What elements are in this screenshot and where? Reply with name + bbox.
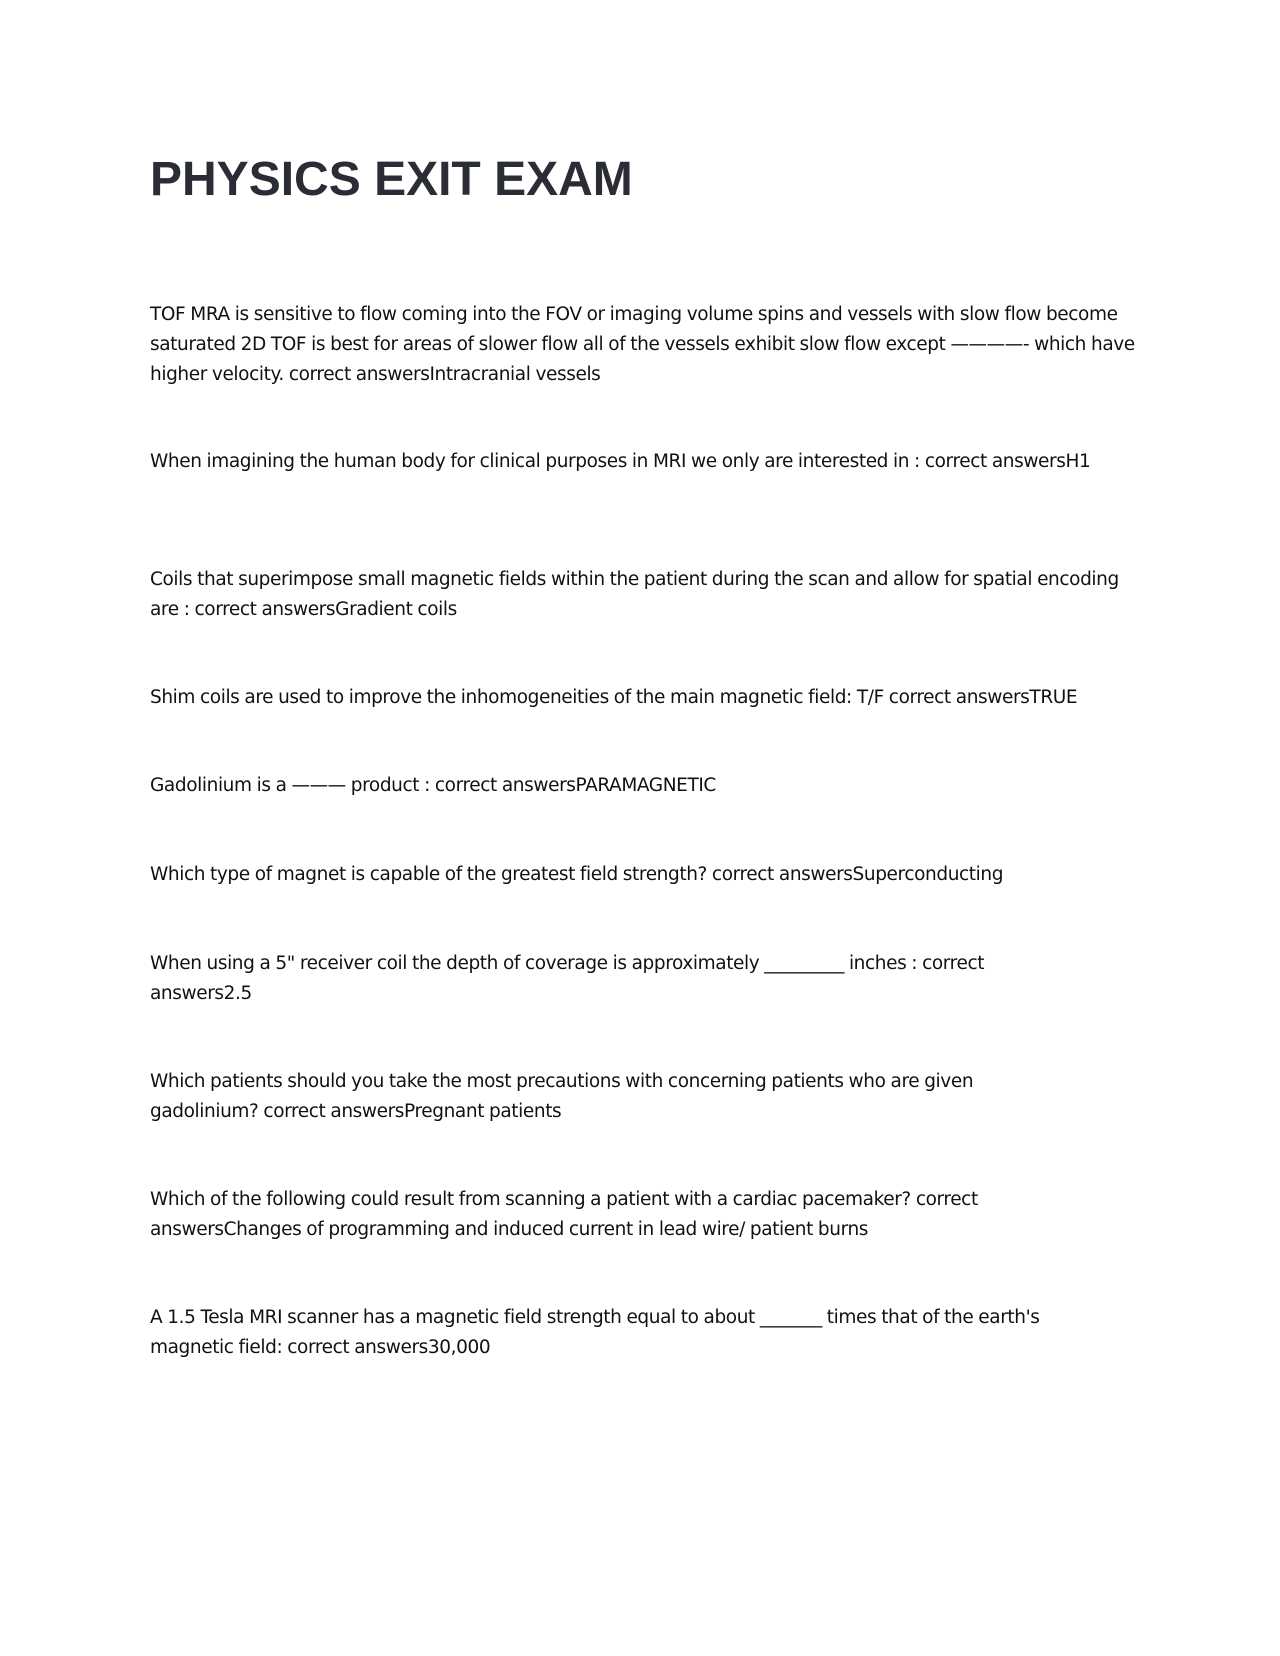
qa-item-5: Gadolinium is a ——— product : correct answersPARAMAGNETIC: [150, 775, 716, 796]
qa-item-4: Shim coils are used to improve the inhomogeneities of the main magnetic field: T/F correct answersTRUE: [150, 687, 1078, 708]
qa-item-10: A 1.5 Tesla MRI scanner has a magnetic field strength equal to about _______ times that of the earth's magnetic field: correct answers30,000: [150, 1307, 1040, 1358]
qa-item-9: Which of the following could result from scanning a patient with a cardiac pacemaker? correct answersChanges of programming and induced current in lead wire/ patient burns: [150, 1189, 978, 1240]
qa-item-2: When imagining the human body for clinical purposes in MRI we only are interested in : correct answersH1: [150, 451, 1091, 472]
qa-item-7: When using a 5" receiver coil the depth of coverage is approximately _________ inches : correct answers2.5: [150, 953, 985, 1004]
qa-item-8: Which patients should you take the most precautions with concerning patients who are given gadolinium? correct answersPregnant patients: [150, 1071, 974, 1122]
qa-item-6: Which type of magnet is capable of the greatest field strength? correct answersSuperconducting: [150, 864, 1004, 885]
document-title: PHYSICS EXIT EXAM: [150, 153, 633, 206]
qa-item-1: TOF MRA is sensitive to flow coming into the FOV or imaging volume spins and vessels with slow flow become saturated 2D TOF is best for areas of slower flow all of the vessels exhibit slow flow except ————- which have higher velocity. correct answersIntracranial vessels: [150, 304, 1135, 385]
qa-item-3: Coils that superimpose small magnetic fields within the patient during the scan and allow for spatial encoding are : correct answersGradient coils: [150, 569, 1119, 620]
